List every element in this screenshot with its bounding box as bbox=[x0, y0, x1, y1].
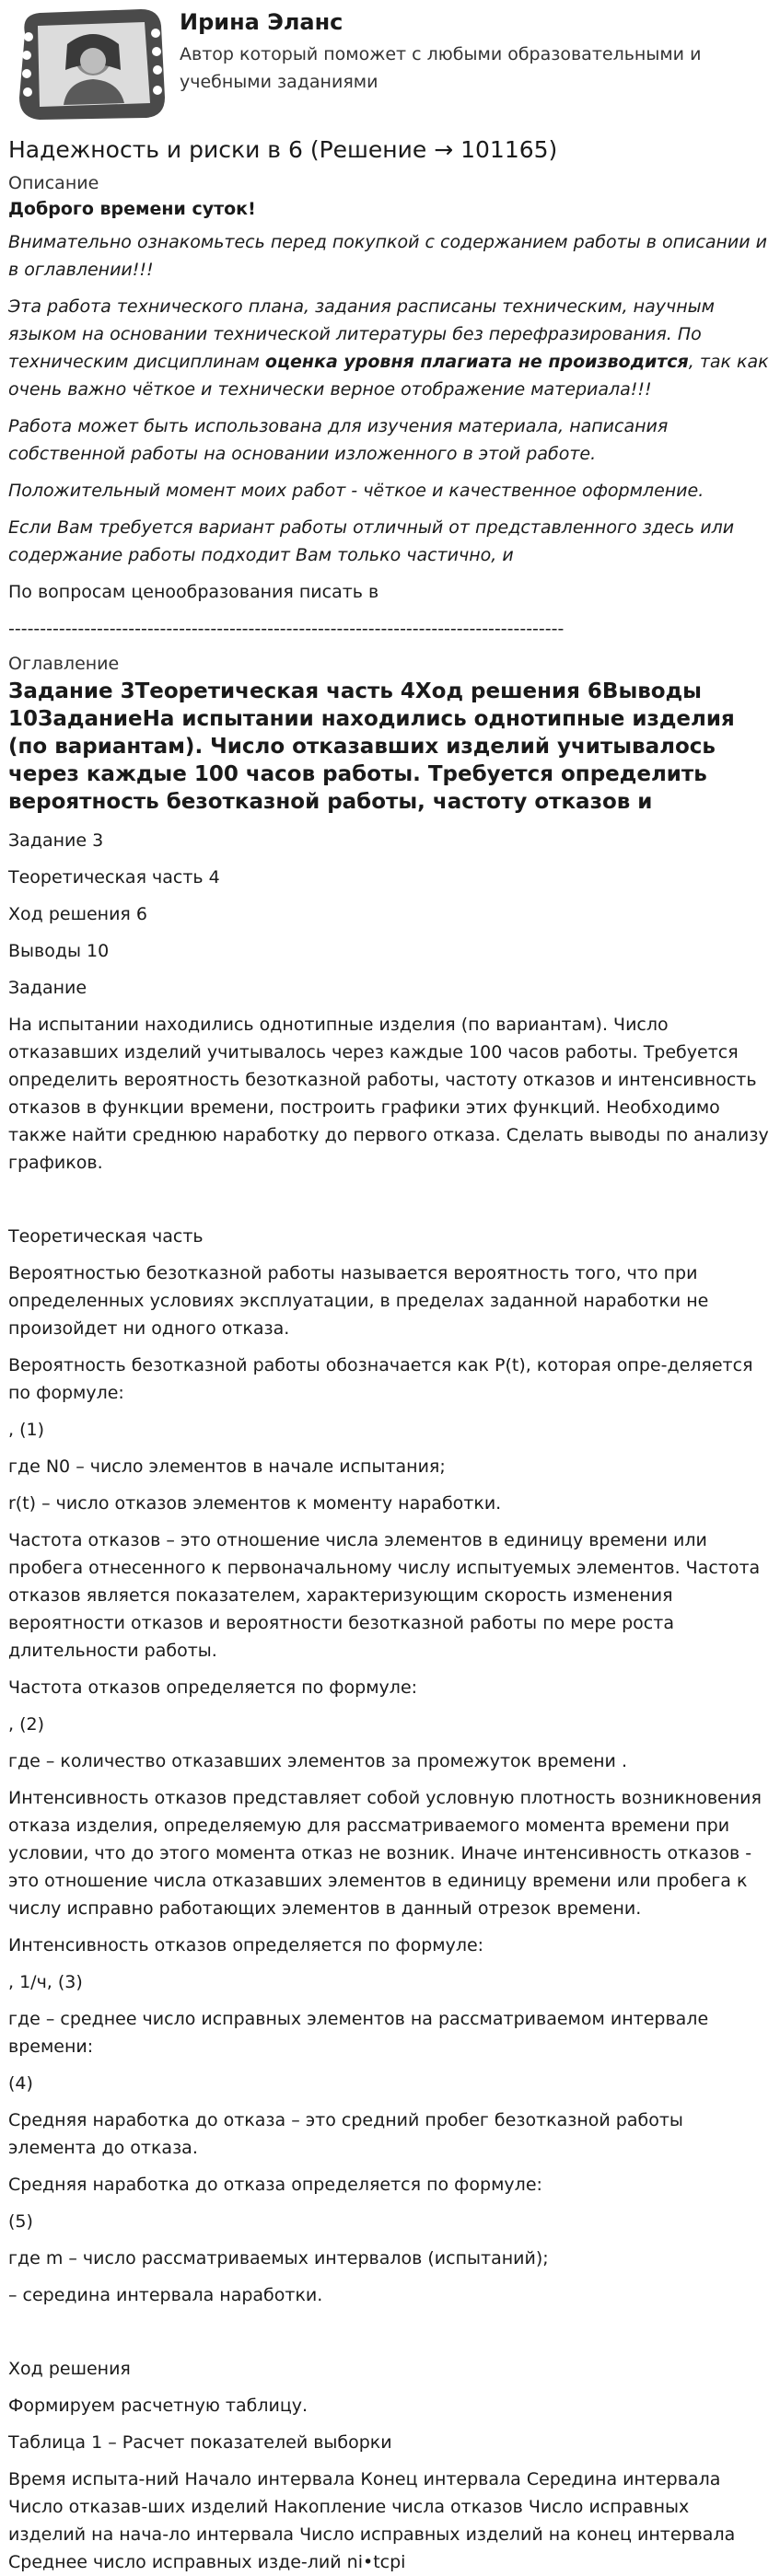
theory-paragraph: где N0 – число элементов в начале испытания; bbox=[8, 1456, 446, 1477]
theory-paragraph: где – среднее число исправных элементов на рассматриваемом интервале времени: bbox=[8, 2009, 709, 2057]
intro-text-2a: Эта работа технического плана, задания расписаны техническим, научным языком на основании технической литературы без перефразирования. По техническим дисциплинам bbox=[8, 296, 715, 372]
avatar[interactable] bbox=[12, 6, 170, 122]
formula-5: (5) bbox=[8, 2211, 33, 2232]
theory-paragraph: Средняя наработка до отказа определяется по формуле: bbox=[8, 2175, 542, 2195]
theory-paragraph: Интенсивность отказов определяется по формуле: bbox=[8, 1935, 484, 1955]
toc-item: Задание 3 bbox=[8, 830, 104, 851]
formula-1: , (1) bbox=[8, 1420, 44, 1440]
intro-paragraph-1: Внимательно ознакомьтесь перед покупкой с содержанием работы в описании и в оглавлении!!! bbox=[8, 232, 767, 280]
section-spacer bbox=[8, 1186, 772, 1217]
author-header bbox=[8, 0, 772, 129]
task-heading: Задание bbox=[8, 978, 87, 998]
intro-paragraph-2 bbox=[8, 293, 772, 403]
formula-2: , (2) bbox=[8, 1714, 44, 1735]
theory-paragraph: Частота отказов определяется по формуле: bbox=[8, 1677, 418, 1698]
formula-4: (4) bbox=[8, 2073, 33, 2094]
intro-paragraph-3: Работа может быть использована для изучения материала, написания собственной работы на основании изложенного в этой работе. bbox=[8, 416, 669, 464]
pricing-note: По вопросам ценообразования писать в bbox=[8, 582, 379, 602]
solution-heading: Ход решения bbox=[8, 2359, 131, 2379]
intro-paragraph-4: Положительный момент моих работ - чёткое и качественное оформление. bbox=[8, 481, 704, 501]
divider: ---------------------------------------------------------------------------------------- bbox=[8, 619, 565, 639]
section-spacer bbox=[8, 2318, 772, 2350]
theory-paragraph: где m – число рассматриваемых интервалов (испытаний); bbox=[8, 2248, 549, 2269]
plagiarism-note: оценка уровня плагиата не производится bbox=[264, 352, 689, 372]
toc-label: Оглавление bbox=[8, 654, 120, 674]
theory-paragraph: Частота отказов – это отношение числа элементов в единицу времени или пробега отнесенного к первоначальному числу испытуемых элементов. Частота отказов является показателем, характеризующим скорость изменения вероятности отказов и вероятности безотказной работы по мере роста длительности работы. bbox=[8, 1530, 761, 1661]
theory-paragraph: Средняя наработка до отказа – это средний пробег безотказной работы элемента до отказа. bbox=[8, 2110, 683, 2158]
toc-item: Ход решения 6 bbox=[8, 904, 147, 924]
table-header-text: Время испыта-ний Начало интервала Конец интервала Середина интервала Число отказав-ших изделий Накопление числа отказов Число исправных изделий на нача-ло интервала Число исправных изделий на конец интервала Среднее число исправных изде-лий ni•tcpi bbox=[8, 2469, 736, 2572]
intro-paragraph-5: Если Вам требуется вариант работы отличный от представленного здесь или содержание работы подходит Вам только частично, и bbox=[8, 517, 735, 565]
toc-item: Выводы 10 bbox=[8, 941, 110, 961]
author-description: Автор который поможет с любыми образовательными и учебными заданиями bbox=[180, 44, 702, 92]
theory-paragraph: Интенсивность отказов представляет собой условную плотность возникновения отказа изделия, определяемую для рассматриваемого момента времени при условии, что до этого момента отказ не возник. Иначе интенсивность отказов - это отношение числа отказавших элементов в единицу времени или пробега к числу исправно работающих элементов в данный отрезок времени. bbox=[8, 1788, 762, 1919]
page-title: Надежность и риски в 6 (Решение → 101165) bbox=[8, 136, 558, 163]
theory-paragraph: – середина интервала наработки. bbox=[8, 2285, 323, 2305]
avatar-filmstrip-icon bbox=[12, 6, 170, 122]
theory-paragraph: где – количество отказавших элементов за промежуток времени . bbox=[8, 1751, 627, 1771]
intro-text-2b: , так как очень важно чёткое и технически верное отображение материала!!! bbox=[8, 352, 769, 400]
greeting: Доброго времени суток! bbox=[8, 199, 256, 219]
theory-paragraph: r(t) – число отказов элементов к моменту наработки. bbox=[8, 1493, 502, 1514]
author-name[interactable]: Ирина Эланс bbox=[180, 9, 343, 35]
table-caption: Таблица 1 – Расчет показателей выборки bbox=[8, 2432, 392, 2453]
toc-item: Теоретическая часть 4 bbox=[8, 867, 220, 888]
theory-paragraph: Вероятностью безотказной работы называется вероятность того, что при определенных условиях эксплуатации, в пределах заданной наработки не произойдет ни одного отказа. bbox=[8, 1263, 709, 1339]
toc-summary: Задание 3Теоретическая часть 4Ход решения 6Выводы 10ЗаданиеНа испытании находились однотипные изделия (по вариантам). Число отказавших изделий учитывалось через каждые 100 часов работы. Требуется определить вероятность безотказной работы, частоту отказов и bbox=[8, 679, 735, 814]
task-text: На испытании находились однотипные изделия (по вариантам). Число отказавших изделий учитывалось через каждые 100 часов работы. Требуется определить вероятность безотказной работы, частоту отказов и интенсивность отказов в функции времени, построить графики этих функций. Необходимо также найти среднюю наработку до первого отказа. Сделать выводы по анализу графиков. bbox=[8, 1015, 769, 1173]
solution-paragraph: Формируем расчетную таблицу. bbox=[8, 2396, 309, 2416]
description-label: Описание bbox=[8, 173, 99, 193]
theory-heading: Теоретическая часть bbox=[8, 1226, 204, 1247]
formula-3: , 1/ч, (3) bbox=[8, 1972, 83, 1992]
theory-paragraph: Вероятность безотказной работы обозначается как P(t), которая опре-деляется по формуле: bbox=[8, 1355, 753, 1403]
